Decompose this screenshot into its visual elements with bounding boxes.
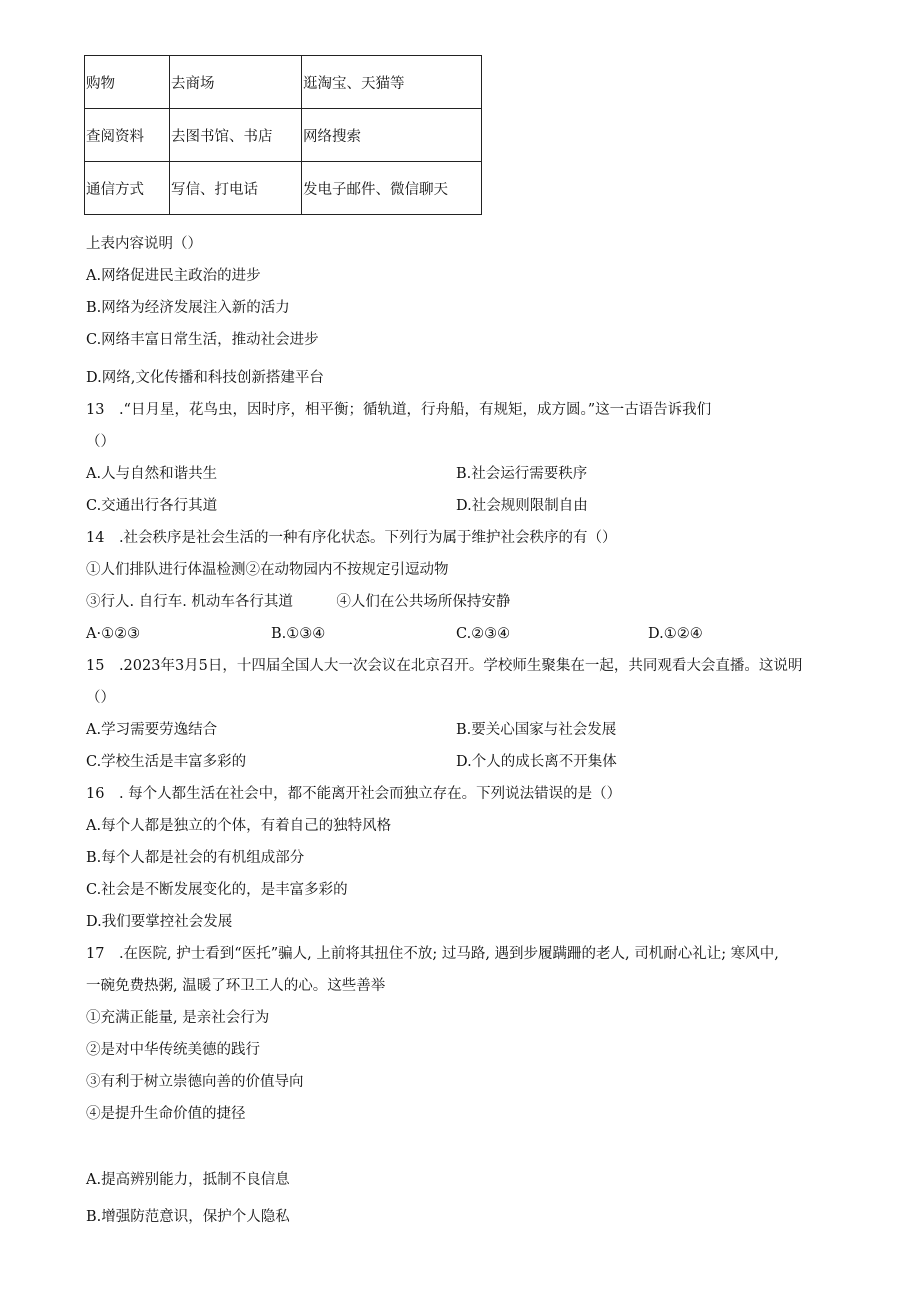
table-cell: 查阅资料: [85, 109, 170, 162]
option-c: C.②③④: [456, 626, 511, 642]
question-stem: 16 . 每个人都生活在社会中，都不能离开社会而独立存在。下列说法错误的是（）: [86, 786, 622, 802]
option-c: C.交通出行各行其道: [86, 498, 218, 514]
option-a: A.每个人都是独立的个体，有着自己的独特风格: [86, 818, 392, 834]
statement-line: ②是对中华传统美德的践行: [86, 1042, 260, 1058]
option-b: B.要关心国家与社会发展: [456, 722, 617, 738]
option-c: C.网络丰富日常生活，推动社会进步: [86, 332, 319, 348]
question-stem: 14 .社会秩序是社会生活的一种有序化状态。下列行为属于维护社会秩序的有（）: [86, 530, 617, 546]
option-b: B.增强防范意识，保护个人隐私: [86, 1209, 290, 1225]
statement-line: ①人们排队进行体温检测②在动物园内不按规定引逗动物: [86, 562, 449, 578]
option-a: A·①②③: [86, 626, 141, 642]
option-b: B.①③④: [271, 626, 326, 642]
comparison-table: [84, 55, 482, 215]
question-stem-cont: （）: [86, 434, 115, 450]
option-d: D.①②④: [648, 626, 703, 642]
question-stem: 17 .在医院, 护士看到“医托”骗人, 上前将其扭住不放; 过马路, 遇到步履蹒跚的老人, 司机耐心礼让; 寒风中,: [86, 946, 779, 962]
table-cell: 购物: [85, 56, 170, 109]
option-d: D.社会规则限制自由: [456, 498, 588, 514]
option-a: A.提高辨别能力，抵制不良信息: [86, 1172, 290, 1188]
option-c: C.学校生活是丰富多彩的: [86, 754, 247, 770]
statement-line: ①充满正能量, 是亲社会行为: [86, 1010, 270, 1026]
option-a: A.网络促进民主政治的进步: [86, 268, 261, 284]
option-a: A.人与自然和谐共生: [86, 466, 218, 482]
question-stem-cont: 一碗免费热粥, 温暖了环卫工人的心。这些善举: [86, 978, 386, 994]
question-stem: 13 .“日月星，花鸟虫，因时序，相平衡；循轨道，行舟船，有规矩，成方圆。”这一古语告诉我们: [86, 402, 712, 418]
question-stem: 上表内容说明（）: [86, 236, 202, 252]
table-cell: 去图书馆、书店: [170, 109, 302, 162]
table-row: [85, 109, 482, 162]
option-c: C.社会是不断发展变化的，是丰富多彩的: [86, 882, 348, 898]
option-d: D.我们要掌控社会发展: [86, 914, 233, 930]
option-a: A.学习需要劳逸结合: [86, 722, 218, 738]
table-cell: 写信、打电话: [170, 162, 302, 215]
statement-line: ③有利于树立崇德向善的价值导向: [86, 1074, 304, 1090]
question-stem-cont: （）: [86, 690, 115, 706]
statement-line: ③行人. 自行车. 机动车各行其道 ④人们在公共场所保持安静: [86, 594, 511, 610]
option-d: D.个人的成长离不开集体: [456, 754, 617, 770]
table-cell: 通信方式: [85, 162, 170, 215]
option-b: B.网络为经济发展注入新的活力: [86, 300, 290, 316]
table-cell: 发电子邮件、微信聊天: [302, 162, 482, 215]
question-stem: 15 .2023年3月5日，十四届全国人大一次会议在北京召开。学校师生聚集在一起，共同观看大会直播。这说明: [86, 658, 803, 674]
option-b: B.社会运行需要秩序: [456, 466, 588, 482]
table-cell: 网络搜索: [302, 109, 482, 162]
table-row: [85, 56, 482, 109]
table-cell: 去商场: [170, 56, 302, 109]
option-b: B.每个人都是社会的有机组成部分: [86, 850, 305, 866]
statement-line: ④是提升生命价值的捷径: [86, 1106, 246, 1122]
option-d: D.网络,文化传播和科技创新搭建平台: [86, 370, 324, 386]
table-cell: 逛淘宝、天猫等: [302, 56, 482, 109]
table-row: [85, 162, 482, 215]
